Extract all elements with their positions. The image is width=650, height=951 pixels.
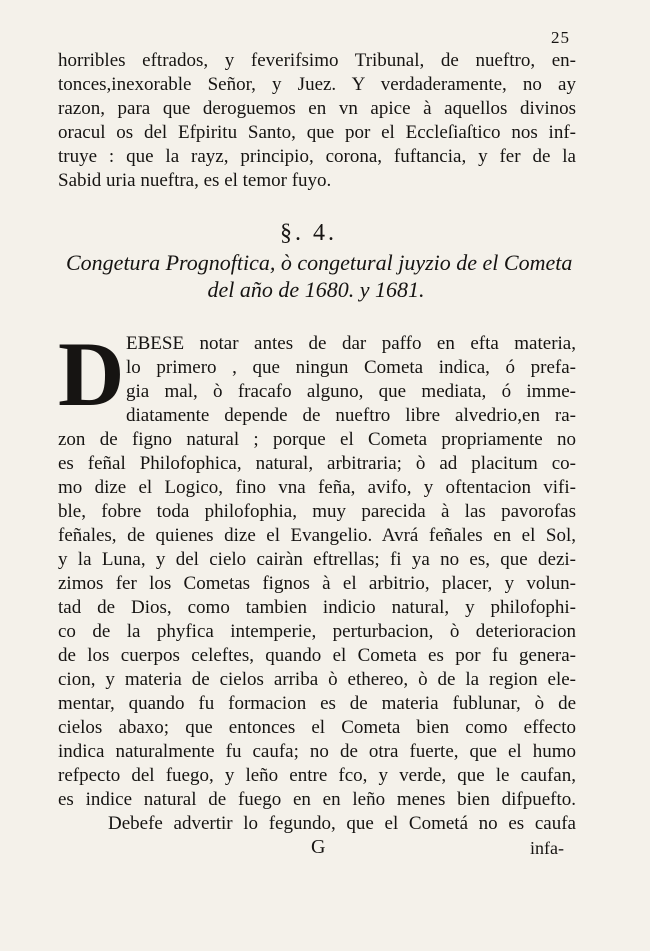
intro-line: Sabid uria nueftra, es el temor fuyo. <box>58 170 332 191</box>
body-line: y la Luna, y del cielo cairàn eftrellas; fi ya no es, que dezi- <box>58 549 576 570</box>
body-line: es feñal Philofophica, natural, arbitraria; ò ad placitum co- <box>58 453 576 474</box>
intro-line: oracul os del Efpiritu Santo, que por el Eccleſiaſtico nos inf- <box>58 122 576 143</box>
section-mark: §. 4. <box>280 220 337 246</box>
signature-mark: G <box>311 836 326 858</box>
body-line: Debefe advertir lo fegundo, que el Cometá no es caufa <box>108 813 576 834</box>
body-line: ble, fobre toda philofophia, muy parecida à las pavorofas <box>58 501 576 522</box>
section-heading-line: Congetura Prognoftica, ò congetural juyzio de el Cometa <box>66 250 573 275</box>
page-number: 25 <box>551 28 570 47</box>
body-line: de los cuerpos celeftes, quando el Cometa es por fu genera- <box>58 645 576 666</box>
body-line: es indice natural de fuego en en leño menes bien difpuefto. <box>58 789 576 810</box>
body-line: indica naturalmente fu caufa; no de otra fuerte, que el humo <box>58 741 576 762</box>
body-line: feñales, de quienes dize el Evangelio. Avrá feñales en el Sol, <box>58 525 576 546</box>
body-line: zon de figno natural ; porque el Cometa propriamente no <box>58 429 576 450</box>
body-line: lo primero , que ningun Cometa indica, ó prefa- <box>126 357 576 378</box>
intro-line: truye : que la rayz, principio, corona, fuftancia, y fer de la <box>58 146 576 167</box>
body-line: gia mal, ò fracafo alguno, que mediata, ó imme- <box>126 381 576 402</box>
body-line: tad de Dios, como tambien indicio natural, y philofophi- <box>58 597 576 618</box>
drop-cap: D <box>58 323 125 425</box>
body-line: refpecto del fuego, y leño entre fco, y verde, que le caufan, <box>58 765 576 786</box>
intro-line: horribles eftrados, y feverifsimo Tribunal, de nueftro, en- <box>58 50 576 71</box>
catchword: infa- <box>530 838 564 858</box>
body-line: co de la phyfica intemperie, perturbacion, ò deterioracion <box>58 621 576 642</box>
intro-line: tonces,inexorable Señor, y Juez. Y verdaderamente, no ay <box>58 74 576 95</box>
body-line: EBESE notar antes de dar paffo en efta materia, <box>126 333 576 354</box>
section-heading-line: del año de 1680. y 1681. <box>207 277 425 302</box>
body-line: zimos fer los Cometas fignos à el arbitrio, placer, y volun- <box>58 573 576 594</box>
body-line: mentar, quando fu formacion es de materia fublunar, ò de <box>58 693 576 714</box>
intro-line: razon, para que deroguemos en vn apice à aquellos divinos <box>58 98 576 119</box>
body-line: diatamente depende de nueftro libre alvedrio,en ra- <box>126 405 576 426</box>
body-line: mo dize el Logico, fino vna feña, avifo, y oftentacion vifi- <box>58 477 576 498</box>
body-line: cielos abaxo; que entonces el Cometa bien como effecto <box>58 717 576 738</box>
body-line: cion, y materia de cielos arriba ò ethereo, ò de la region ele- <box>58 669 576 690</box>
